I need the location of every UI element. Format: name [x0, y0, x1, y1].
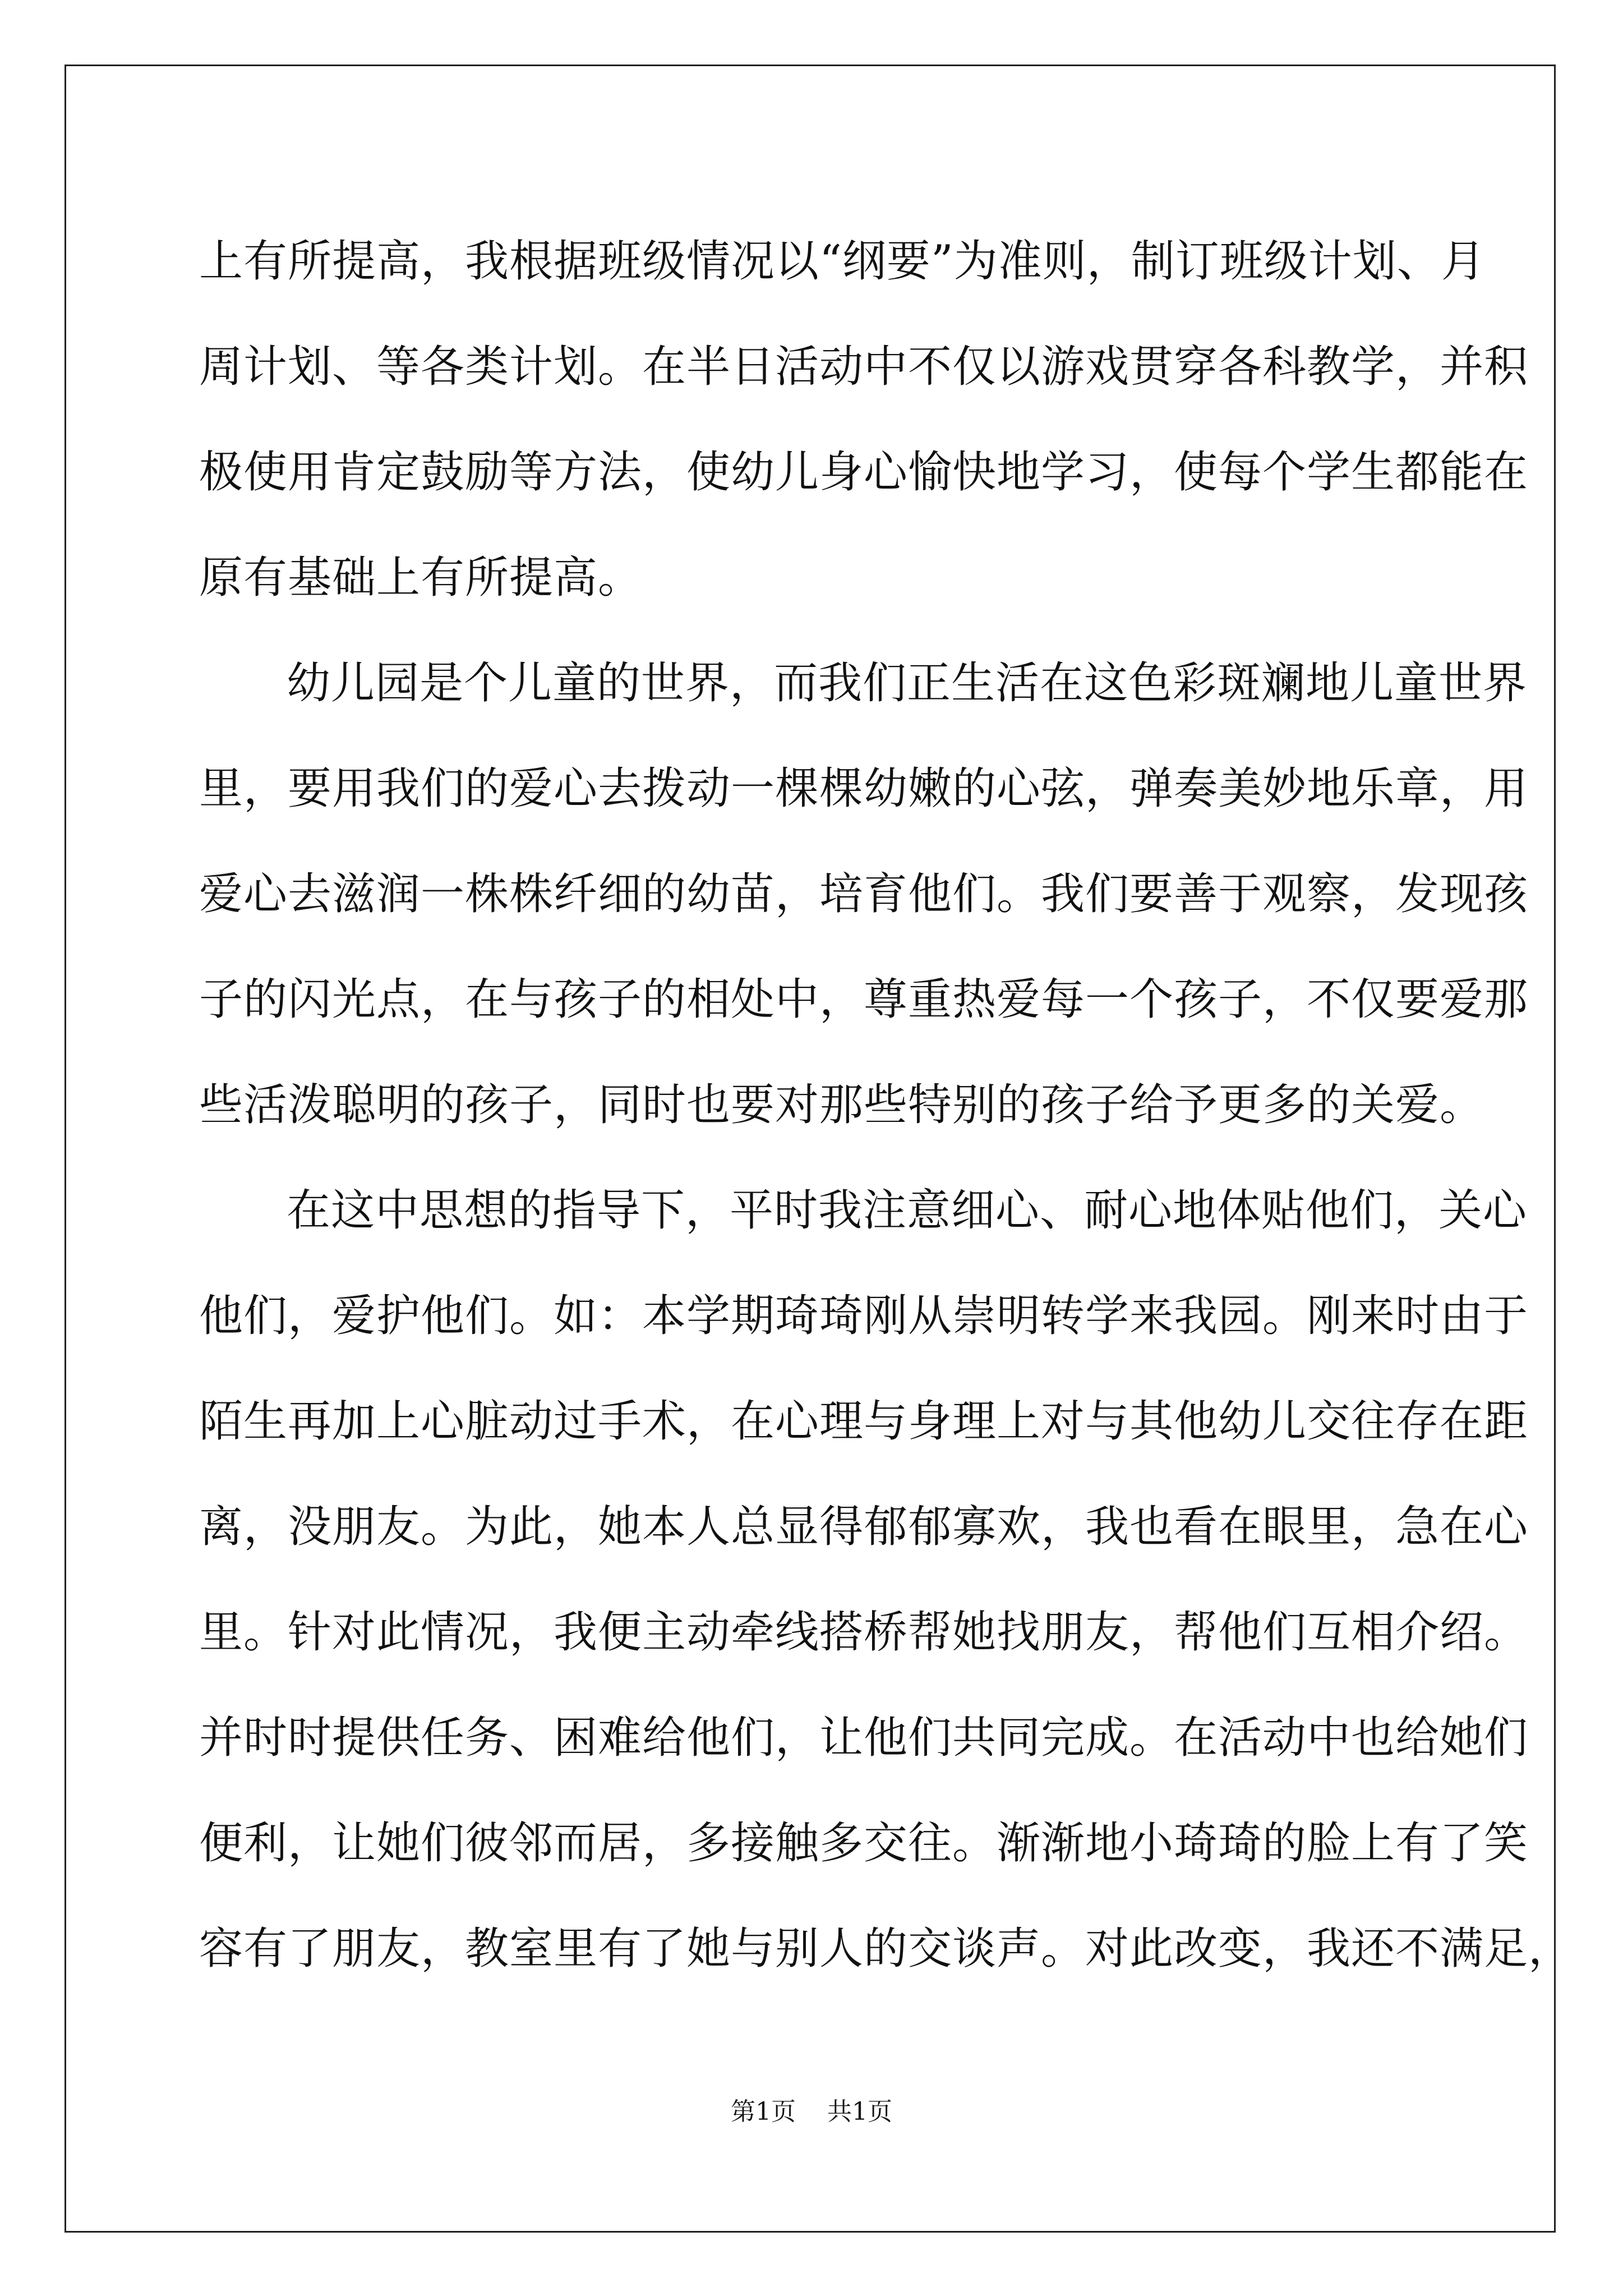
- text-line: 并时时提供任务、困难给他们，让他们共同完成。在活动中也给她们: [199, 1713, 1529, 1763]
- document-body: [199, 209, 1573, 2001]
- text-line: 里，要用我们的爱心去拨动一棵棵幼嫩的心弦，弹奏美妙地乐章，用: [199, 763, 1529, 814]
- page-total: 共1页: [827, 2097, 892, 2126]
- text-line: 原有基础上有所提高。: [199, 553, 643, 603]
- text-line: 子的闪光点，在与孩子的相处中，尊重热爱每一个孩子，不仅要爱那: [199, 974, 1529, 1025]
- text-line: 些活泼聪明的孩子，同时也要对那些特别的孩子给予更多的关爱。: [199, 1080, 1484, 1130]
- text-line: 离，没朋友。为此，她本人总显得郁郁寡欢，我也看在眼里，急在心: [199, 1502, 1529, 1552]
- text-line: 爱心去滋润一株株纤细的幼苗，培育他们。我们要善于观察，发现孩: [199, 869, 1529, 919]
- paragraph-first-line: 在这中思想的指导下，平时我注意细心、耐心地体贴他们，关心: [287, 1185, 1528, 1236]
- text-line: 极使用肯定鼓励等方法，使幼儿身心愉快地学习，使每个学生都能在: [199, 447, 1529, 498]
- text-line: 陌生再加上心脏动过手术，在心理与身理上对与其他幼儿交往存在距: [199, 1396, 1529, 1447]
- text-line: 容有了朋友，教室里有了她与别人的交谈声。对此改变，我还不满足，: [199, 1924, 1573, 1974]
- page-footer: [0, 2095, 1623, 2129]
- text-line: 上有所提高，我根据班级情况以“纲要”为准则，制订班级计划、月: [199, 236, 1486, 287]
- text-line: 周计划、等各类计划。在半日活动中不仅以游戏贯穿各科教学，并积: [199, 342, 1529, 392]
- paragraph-first-line: 幼儿园是个儿童的世界，而我们正生活在这色彩斑斓地儿童世界: [287, 658, 1528, 708]
- text-line: 里。针对此情况，我便主动牵线搭桥帮她找朋友，帮他们互相介绍。: [199, 1607, 1529, 1658]
- text-line: 便利，让她们彼邻而居，多接触多交往。渐渐地小琦琦的脸上有了笑: [199, 1818, 1529, 1869]
- text-line: 他们，爱护他们。如：本学期琦琦刚从崇明转学来我园。刚来时由于: [199, 1291, 1529, 1341]
- page-number: 第1页: [731, 2097, 796, 2126]
